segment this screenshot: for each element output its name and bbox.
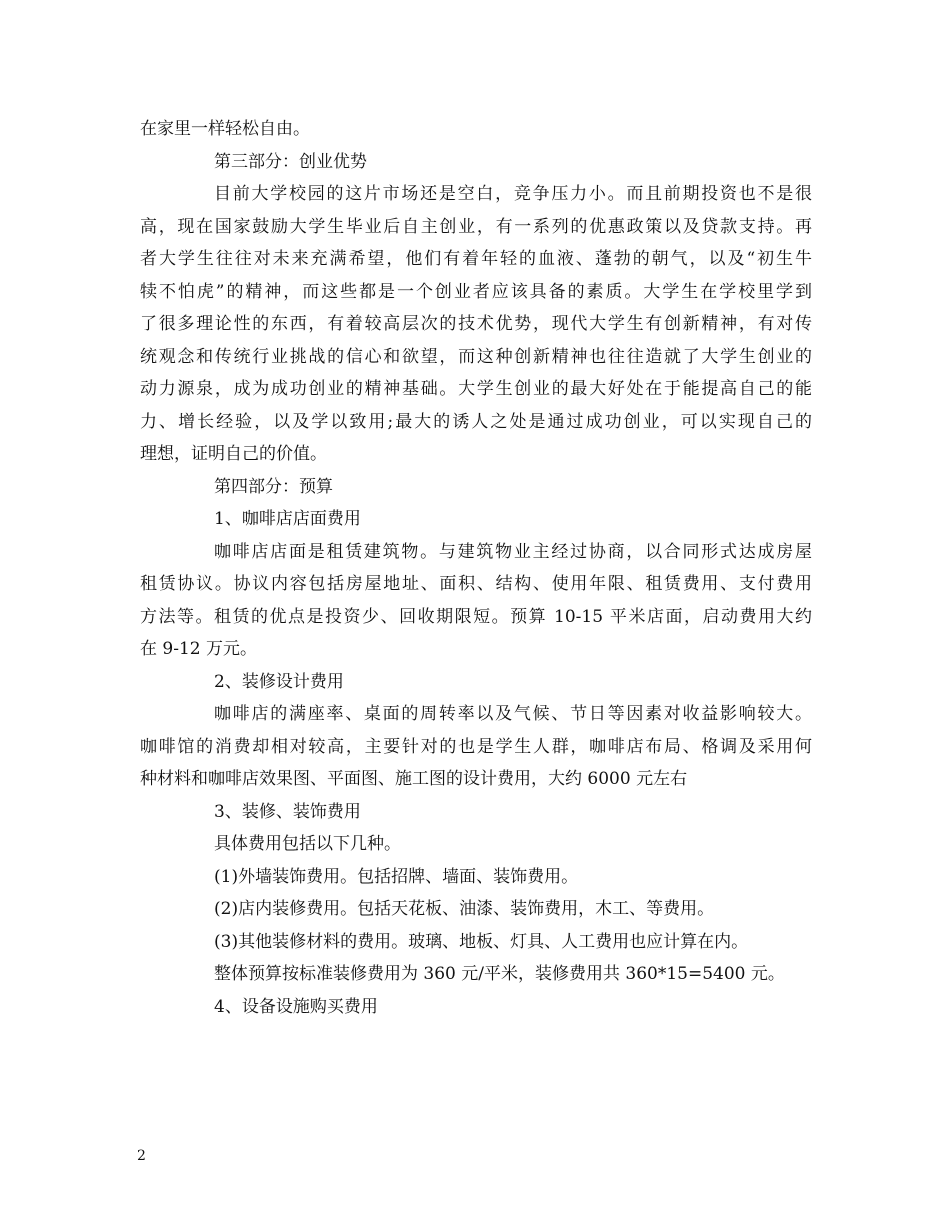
text-line: 理想，证明自己的价值。 bbox=[140, 444, 327, 464]
text-line: 动力源泉，成为成功创业的精神基础。大学生创业的最大好处在于能提高自己的能 bbox=[140, 379, 812, 399]
subsection-heading: 3、装修、装饰费用 bbox=[214, 801, 361, 822]
text-line: 方法等。租赁的优点是投资少、回收期限短。预算 10-15 平米店面，启动费用大约 bbox=[140, 606, 812, 627]
list-item: (1)外墙装饰费用。包括招牌、墙面、装饰费用。 bbox=[214, 866, 579, 887]
subsection-heading: 2、装修设计费用 bbox=[214, 671, 344, 692]
text-line: 犊不怕虎”的精神，而这些都是一个创业者应该具备的素质。大学生在学校里学到 bbox=[140, 281, 812, 302]
list-item: (2)店内装修费用。包括天花板、油漆、装饰费用，木工、等费用。 bbox=[214, 899, 715, 919]
text-line: 整体预算按标准装修费用为 360 元/平米，装修费用共 360*15=5400 元。 bbox=[214, 964, 785, 984]
text-line: 了很多理论性的东西，有着较高层次的技术优势，现代大学生有创新精神，有对传 bbox=[140, 314, 812, 334]
text-line: 在 9-12 万元。 bbox=[140, 639, 257, 659]
document-body bbox=[140, 113, 812, 1023]
subsection-heading: 4、设备设施购买费用 bbox=[214, 996, 378, 1017]
text-line: 咖啡馆的消费却相对较高，主要针对的也是学生人群，咖啡店布局、格调及采用何 bbox=[140, 736, 812, 757]
list-item: (3)其他装修材料的费用。玻璃、地板、灯具、人工费用也应计算在内。 bbox=[214, 931, 749, 952]
text-line: 具体费用包括以下几种。 bbox=[214, 834, 401, 854]
text-line: 高，现在国家鼓励大学生毕业后自主创业，有一系列的优惠政策以及贷款支持。再 bbox=[140, 216, 812, 237]
text-line: 种材料和咖啡店效果图、平面图、施工图的设计费用，大约 6000 元左右 bbox=[140, 769, 688, 789]
text-line: 咖啡店的满座率、桌面的周转率以及气候、节日等因素对收益影响较大。 bbox=[214, 704, 812, 724]
text-line: 咖啡店店面是租赁建筑物。与建筑物业主经过协商，以合同形式达成房屋 bbox=[214, 541, 812, 562]
subsection-heading: 1、咖啡店店面费用 bbox=[214, 509, 361, 529]
text-line: 力、增长经验，以及学以致用;最大的诱人之处是通过成功创业，可以实现自己的 bbox=[140, 411, 812, 432]
section-heading: 第四部分：预算 bbox=[214, 476, 333, 497]
text-line: 统观念和传统行业挑战的信心和欲望，而这种创新精神也往往造就了大学生创业的 bbox=[140, 346, 812, 367]
section-heading: 第三部分：创业优势 bbox=[214, 151, 367, 172]
page-number: 2 bbox=[137, 1148, 146, 1164]
text-line: 在家里一样轻松自由。 bbox=[140, 119, 310, 139]
text-line: 租赁协议。协议内容包括房屋地址、面积、结构、使用年限、租赁费用、支付费用 bbox=[140, 574, 812, 594]
text-line: 目前大学校园的这片市场还是空白，竞争压力小。而且前期投资也不是很 bbox=[214, 184, 812, 204]
text-line: 者大学生往往对未来充满希望，他们有着年轻的血液、蓬勃的朝气，以及“初生牛 bbox=[140, 249, 812, 269]
